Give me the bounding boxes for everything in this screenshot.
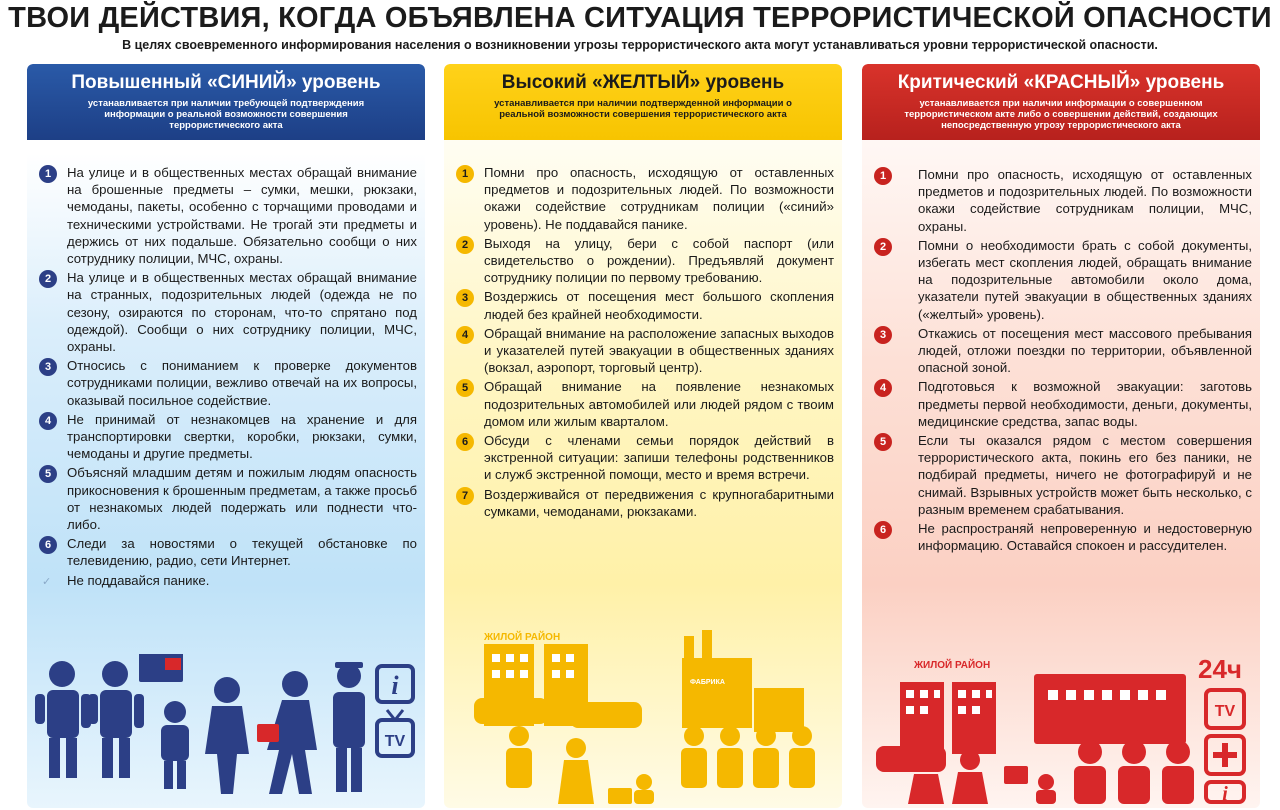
zone-label: ЖИЛОЙ РАЙОН: [484, 632, 561, 643]
yellow-level-panel: [444, 64, 842, 808]
police-officer-figure: [789, 726, 815, 788]
number-badge: 2: [456, 236, 474, 254]
red-level-items: [874, 166, 1252, 554]
check-icon: ✓: [42, 575, 52, 588]
number-badge: 6: [456, 433, 474, 451]
list-item: 2 Помни о необходимости брать с собой документы, избегать мест скопления людей, обращать внимание на подозрительные автомобили около дома, указатели путей эвакуации в общественных зданиях («желтый» уровень).: [874, 237, 1252, 323]
list-item: ✓ Не поддавайся панике.: [39, 572, 417, 589]
list-item: 1 Помни про опасность, исходящую от оставленных предметов и подозрительных людей. По возможности окажи содействие сотрудникам полиции, МЧС, охраны.: [874, 166, 1252, 235]
person-figure: [205, 677, 249, 794]
number-badge: 5: [456, 379, 474, 397]
child-figure: [1036, 774, 1056, 804]
blue-level-illustration: [27, 654, 425, 804]
child-figure: [634, 774, 654, 804]
tv-icon: [377, 710, 413, 756]
list-item: 3 Откажись от посещения мест массового пребывания людей, отложи поездки по территории, объявленной опасной зоной.: [874, 325, 1252, 377]
list-item: 6 Не распространяй непроверенную и недостоверную информацию. Оставайся спокоен и рассудителен.: [874, 520, 1252, 554]
police-officer-figure: [1118, 740, 1150, 804]
list-item: 7 Воздерживайся от передвижения с крупногабаритными сумками, чемоданами, рюкзаками.: [456, 486, 834, 520]
list-item: 2 На улице и в общественных местах обращай внимание на странных, подозрительных людей (одежда не по сезону, озираются по сторонам, что-то спрятано под одеждой). Сообщи о них сотруднику полиции, МЧС, охраны.: [39, 269, 417, 355]
number-badge: 4: [39, 412, 57, 430]
blue-level-header: [27, 64, 425, 140]
blue-level-description: устанавливается при наличии требующей подтверждения информации о реальной возможности совершения террористического акта: [87, 98, 365, 131]
red-level-illustration: [862, 594, 1260, 804]
blue-level-items: [39, 164, 417, 589]
person-figure: [333, 662, 365, 792]
person-figure: [952, 750, 988, 804]
yellow-level-title: Высокий «ЖЕЛТЫЙ» уровень: [501, 72, 785, 93]
first-aid-icon: [1206, 736, 1244, 774]
police-officer-figure: [1162, 740, 1194, 804]
number-badge: 3: [874, 326, 892, 344]
number-badge: 5: [39, 465, 57, 483]
number-badge: 3: [39, 358, 57, 376]
police-officer-figure: [88, 661, 144, 778]
police-officer-figure: [681, 726, 707, 788]
person-figure: [558, 738, 594, 804]
blue-level-panel: [27, 64, 425, 808]
list-item: 3 Относись с пониманием к проверке документов сотрудниками полиции, вежливо отвечай на их вопросы, оказывай посильное содействие.: [39, 357, 417, 409]
car-icon: [570, 702, 642, 728]
24h-badge: 24ч: [1198, 654, 1243, 684]
list-item: 4 Подготовься к возможной эвакуации: заготовь предметы первой необходимости, деньги, документы, медицинские средства, запас воды.: [874, 378, 1252, 430]
subtitle: В целях своевременного информирования населения о возникновении угрозы террористического акта могут устанавливаться уровни террористической опасности.: [122, 38, 1158, 52]
red-level-panel: [862, 64, 1260, 808]
info-icon: [377, 666, 413, 702]
number-badge: 7: [456, 487, 474, 505]
blue-level-title: Повышенный «СИНИЙ» уровень: [71, 72, 381, 93]
child-figure: [161, 701, 189, 789]
car-icon: [474, 698, 548, 724]
factory-label: ФАБРИКА: [690, 679, 725, 686]
police-officer-figure: [1074, 740, 1106, 804]
number-badge: 6: [874, 521, 892, 539]
yellow-level-illustration: [444, 564, 842, 804]
list-item: 4 Обращай внимание на расположение запасных выходов и указателей путей эвакуации в общественных зданиях (вокзал, аэропорт, торговый центр).: [456, 325, 834, 377]
info-icon: [1206, 782, 1244, 804]
svg-text:i: i: [1222, 783, 1228, 804]
number-badge: 2: [874, 238, 892, 256]
red-level-title: Критический «КРАСНЫЙ» уровень: [897, 72, 1225, 93]
red-level-description: устанавливается при наличии информации о совершенном террористическом акте либо о совершении действий, создающих непосредственную угрозу террористического акта: [904, 98, 1218, 131]
svg-text:TV: TV: [1214, 703, 1236, 720]
list-item: 2 Выходя на улицу, бери с собой паспорт (или свидетельство о рождении). Предъявляй документ сотруднику полиции по первому требованию.: [456, 235, 834, 287]
list-item: 3 Воздержись от посещения мест большого скопления людей без крайней необходимости.: [456, 288, 834, 322]
number-badge: 3: [456, 289, 474, 307]
theater-icon: [1034, 674, 1186, 744]
number-badge: 4: [456, 326, 474, 344]
suspicious-package-icon: [608, 788, 632, 804]
police-officer-figure: [717, 726, 743, 788]
list-item: 1 На улице и в общественных местах обращай внимание на брошенные предметы – сумки, мешки, рюкзаки, чемоданы, пакеты, особенно с торчащими проводами и техническими устройствами. Не трогай эти предметы и держись от них подальше. Обязательно сообщи о них сотруднику полиции, МЧС, охраны.: [39, 164, 417, 267]
yellow-level-items: [456, 164, 834, 520]
yellow-level-header: [444, 64, 842, 140]
zone-label: ЖИЛОЙ РАЙОН: [914, 660, 991, 671]
package-detail: [165, 658, 181, 670]
list-item: 4 Не принимай от незнакомцев на хранение и для транспортировки свертки, коробки, рюкзаки, сумки, чемоданы и другие предметы.: [39, 411, 417, 463]
main-title: ТВОИ ДЕЙСТВИЯ, КОГДА ОБЪЯВЛЕНА СИТУАЦИЯ ТЕРРОРИСТИЧЕСКОЙ ОПАСНОСТИ: [8, 2, 1272, 34]
list-item: 1 Помни про опасность, исходящую от оставленных предметов и подозрительных людей. По возможности окажи содействие сотрудникам полиции («синий» уровень). Не поддавайся панике.: [456, 164, 834, 233]
list-item: 5 Если ты оказался рядом с местом совершения террористического акта, покинь его без паники, не подбирай предметы, ничего не фотографируй и не снимай. Взрывных устройств может быть несколько, с разным временем срабатывания.: [874, 432, 1252, 518]
list-item: 5 Объясняй младшим детям и пожилым людям опасность прикосновения к брошенным предметам, а также просьб от незнакомых людей подержать или поднести что-либо.: [39, 464, 417, 533]
tv-icon: [1206, 690, 1244, 728]
suspicious-package-icon: [1004, 766, 1028, 784]
police-officer-figure: [35, 661, 91, 778]
number-badge: 1: [39, 165, 57, 183]
number-badge: 2: [39, 270, 57, 288]
list-item: 5 Обращай внимание на появление незнакомых подозрительных автомобилей или людей рядом с твоим домом или жилым кварталом.: [456, 378, 834, 430]
svg-text:i: i: [391, 671, 399, 700]
police-officer-figure: [506, 726, 532, 788]
number-badge: 1: [456, 165, 474, 183]
number-badge: 4: [874, 379, 892, 397]
factory-icon: [682, 658, 752, 728]
list-item: 6 Следи за новостями о текущей обстановке по телевидению, радио, сети Интернет.: [39, 535, 417, 569]
police-officer-figure: [753, 726, 779, 788]
svg-text:TV: TV: [384, 733, 406, 750]
red-level-header: [862, 64, 1260, 140]
number-badge: 1: [874, 167, 892, 185]
building-icon: [754, 688, 804, 732]
yellow-level-description: устанавливается при наличии подтвержденной информации о реальной возможности совершения террористического акта: [494, 98, 792, 120]
number-badge: 6: [39, 536, 57, 554]
number-badge: 5: [874, 433, 892, 451]
bag-icon: [257, 724, 279, 742]
list-item: 6 Обсуди с членами семьи порядок действий в экстренной ситуации: запиши телефоны родственников и служб экстренной помощи, место и время встречи.: [456, 432, 834, 484]
